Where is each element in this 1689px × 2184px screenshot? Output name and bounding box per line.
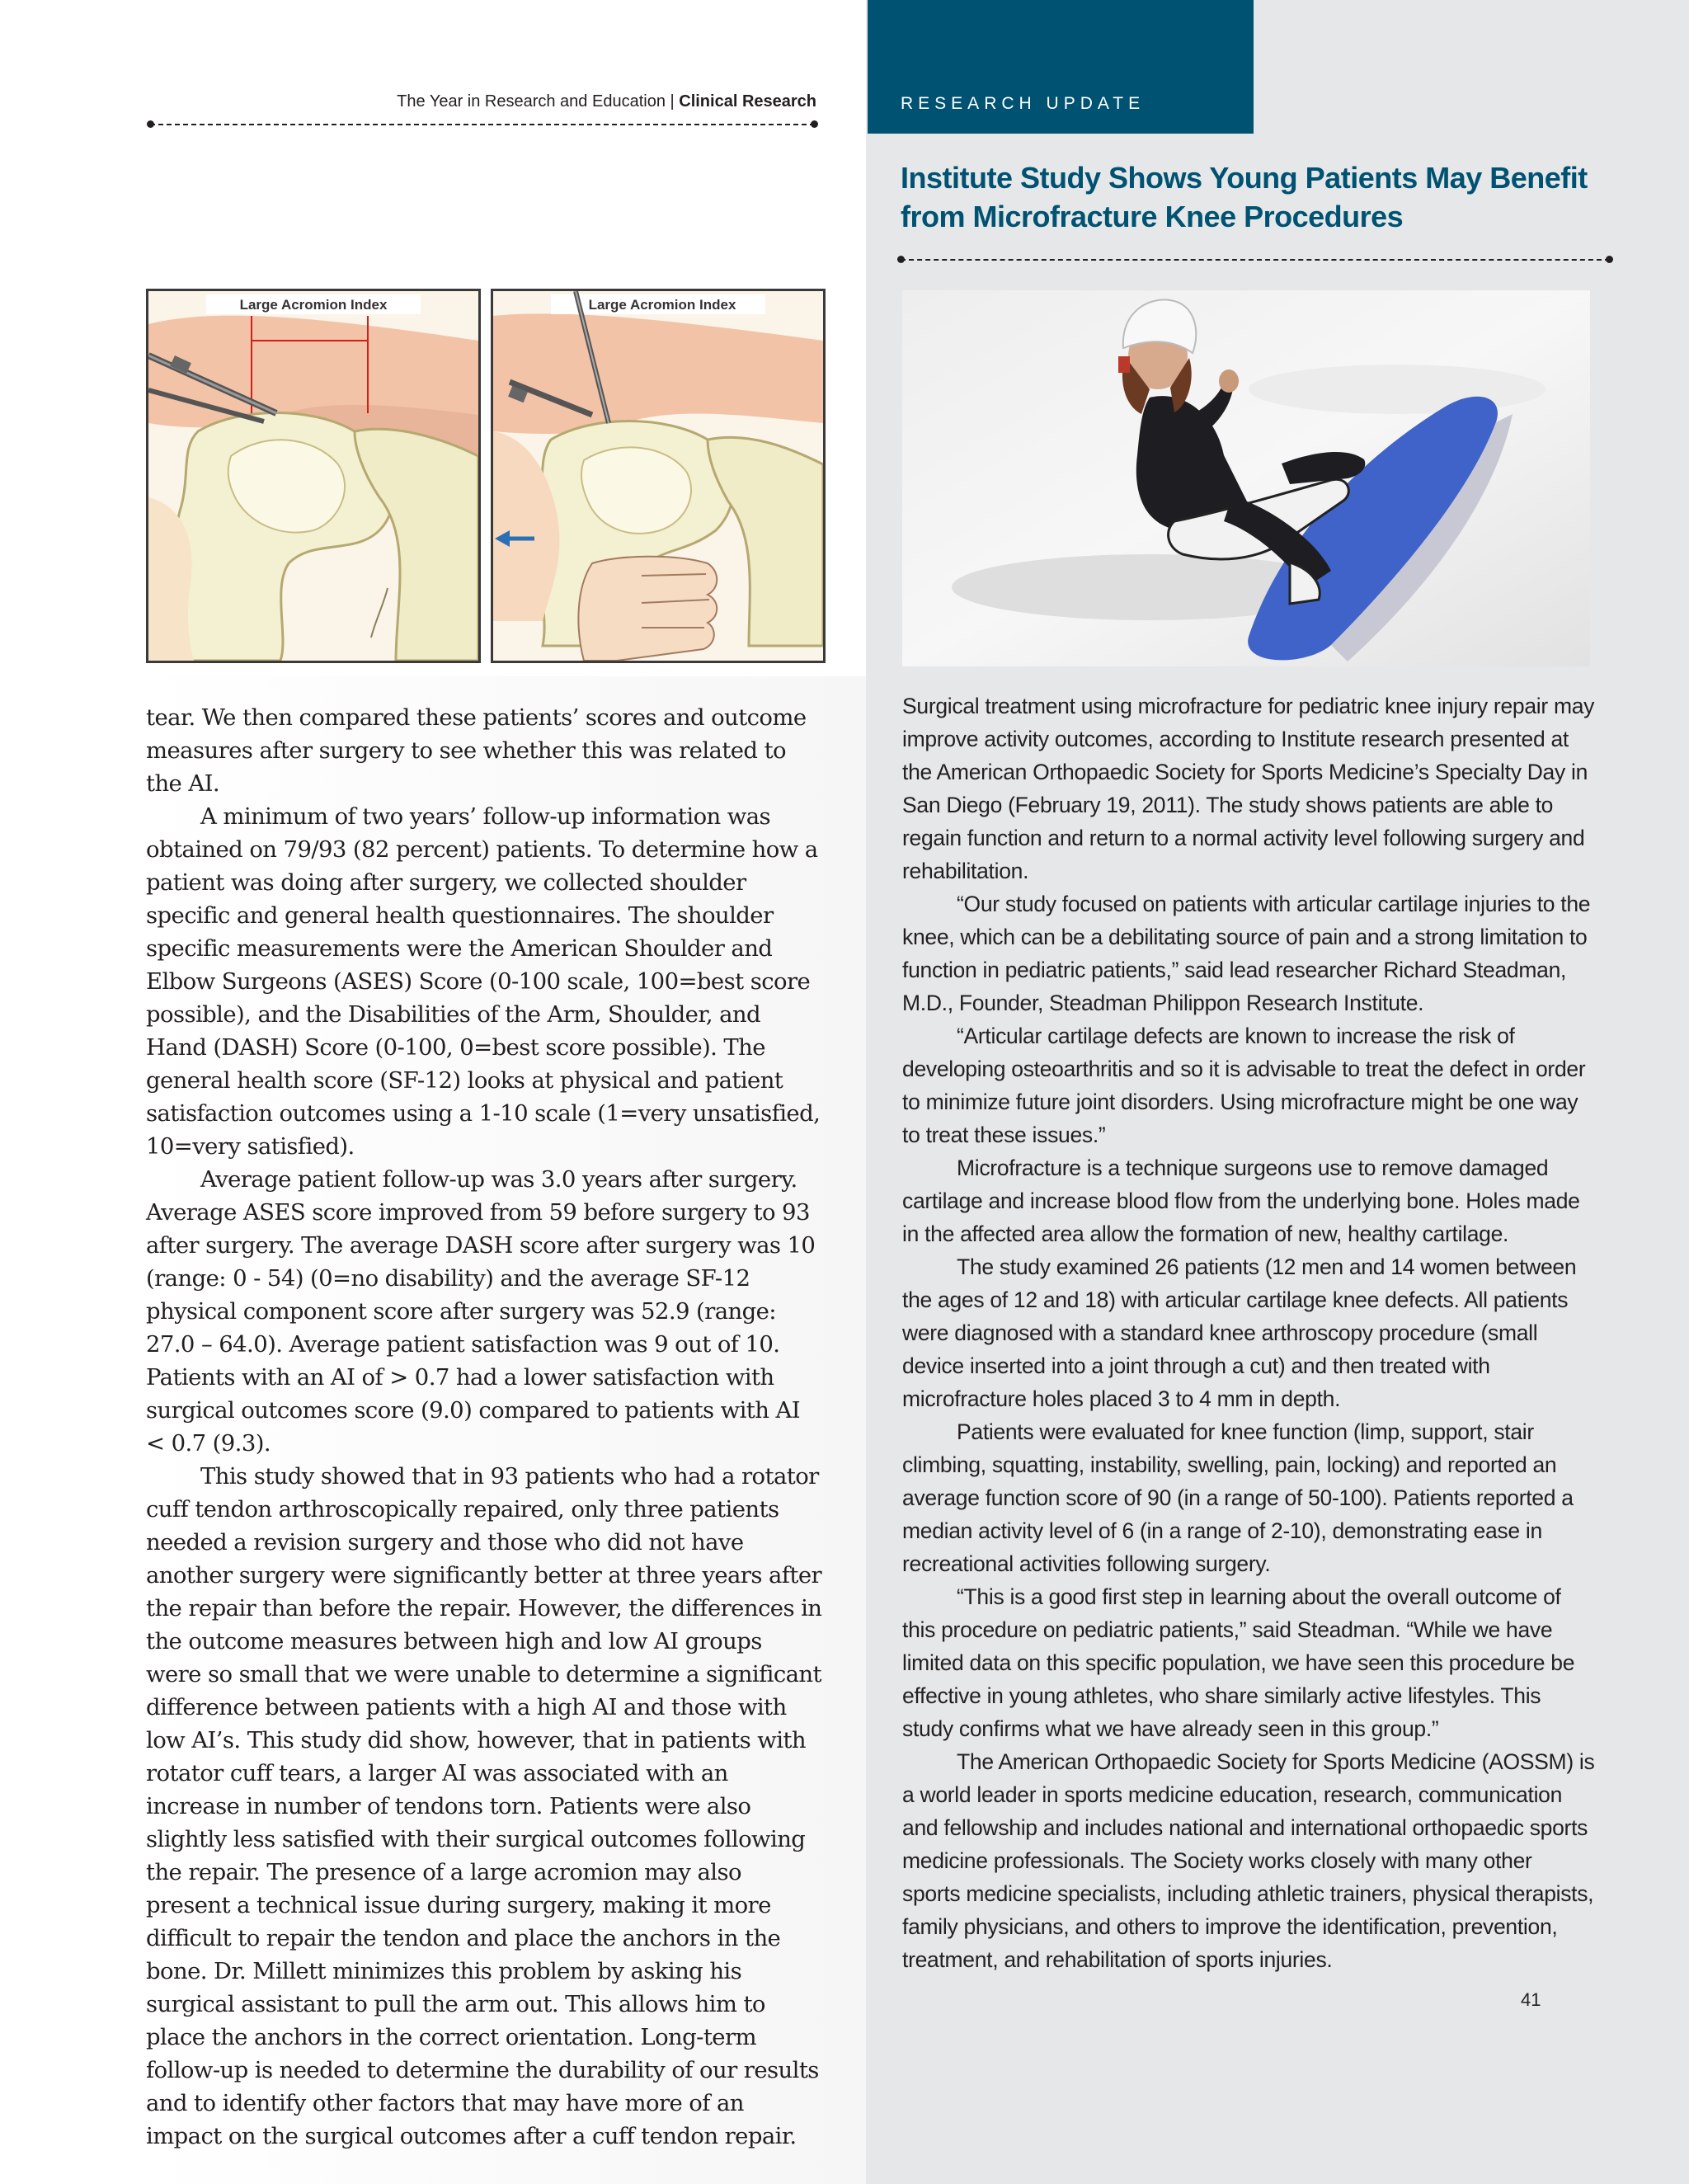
right-paragraph: “Articular cartilage defects are known to increase the risk of developing osteoarthritis and so it is advisable to treat the defect in order to minimize future joint disorders. Using microfracture might be one way to treat these issues.” xyxy=(902,1024,1586,1147)
right-paragraph: Surgical treatment using microfracture for pediatric knee injury repair may improve activity outcomes, according to Institute research presented at the American Orthopaedic Society for Sports Medicine’s Specialty Day in San Diego (February 19, 2011). The study shows patients are able to regain function and return to a normal activity level following surgery and rehabilitation. xyxy=(902,694,1595,883)
left-paragraph: Average patient follow-up was 3.0 years after surgery. Average ASES score improved from 59 before surgery to 93 after surgery. The average DASH score after surgery was 10 (range: 0 - 54) (0=no disability) and the average SF-12 physical component score after surgery was 52.9 (range: 27.0 – 64.0). Average patient satisfaction was 9 out of 10. Patients with an AI of > 0.7 had a lower satisfaction with surgical outcomes score (9.0) compared to patients with AI < 0.7 (9.3). xyxy=(146,1166,816,1457)
left-paragraph: A minimum of two years’ follow-up information was obtained on 79/93 (82 percent) patients. To determine how a patient was doing after surgery, we collected shoulder specific and general health questionnaires. The shoulder specific measurements were the American Shoulder and Elbow Surgeons (ASES) Score (0-100 scale, 100=best score possible), and the Disabilities of the Arm, Shoulder, and Hand (DASH) Score (0-100, 0=best score possible). The general health score (SF-12) looks at physical and patient satisfaction outcomes using a 1-10 scale (1=very unsatisfied, 10=very satisfied). xyxy=(146,803,821,1160)
running-header xyxy=(397,92,816,111)
article-headline: Institute Study Shows Young Patients May Benefit from Microfracture Knee Procedures xyxy=(901,161,1588,233)
right-paragraph: Microfracture is a technique surgeons use to remove damaged cartilage and increase blood flow from the underlying bone. Holes made in the affected area allow the formation of new, healthy cartilage. xyxy=(902,1156,1580,1246)
right-paragraph: The study examined 26 patients (12 men and 14 women between the ages of 12 and 18) with articular cartilage knee defects. All patients were diagnosed with a standard knee arthroscopy procedure (small device inserted into a joint through a cut) and then treated with microfracture holes placed 3 to 4 mm in depth. xyxy=(902,1254,1577,1411)
shoulder-illustration-left xyxy=(146,289,481,663)
shoulder-illustration-right xyxy=(491,289,826,663)
running-title-section: Clinical Research xyxy=(679,92,816,111)
snowboarder-photo xyxy=(902,290,1590,666)
header-divider xyxy=(150,124,815,125)
headline-divider xyxy=(901,259,1610,261)
left-column-text xyxy=(146,701,822,2153)
left-panel-label: Large Acromion Index xyxy=(239,297,388,313)
right-paragraph: “Our study focused on patients with articular cartilage injuries to the knee, which can be a debilitating source of pain and a strong limitation to function in pediatric patients,” said lead researcher Richard Steadman, M.D., Founder, Steadman Philippon Research Institute. xyxy=(902,892,1591,1015)
left-paragraph: tear. We then compared these patients’ scores and outcome measures after surgery to see whether this was related to the AI. xyxy=(146,704,807,797)
page-number: 41 xyxy=(1521,1989,1541,2010)
right-column-text xyxy=(902,690,1595,1976)
right-panel-label: Large Acromion Index xyxy=(588,297,736,313)
right-paragraph: The American Orthopaedic Society for Sports Medicine (AOSSM) is a world leader in sports medicine education, research, communication and fellowship and includes national and international orthopaedic sports medicine professionals. The Society works closely with many other sports medicine specialists, including athletic trainers, physical therapists, family physicians, and others to improve the identification, prevention, treatment, and rehabilitation of sports injuries. xyxy=(902,1749,1595,1972)
running-title: The Year in Research and Education | xyxy=(397,92,680,111)
section-tab xyxy=(868,0,1254,134)
section-tab-label: RESEARCH UPDATE xyxy=(901,94,1146,113)
right-paragraph: Patients were evaluated for knee function (limp, support, stair climbing, squatting, instability, swelling, pain, locking) and reported an average function score of 90 (in a range of 50-100). Patients reported a median activity level of 6 (in a range of 2-10), demonstrating ease in recreational activities following surgery. xyxy=(902,1419,1574,1576)
right-paragraph: “This is a good first step in learning about the overall outcome of this procedure on pediatric patients,” said Steadman. “While we have limited data on this specific population, we have seen this procedure be effective in young athletes, who share similarly active lifestyles. This study confirms what we have already seen in this group.” xyxy=(902,1584,1575,1741)
left-paragraph: This study showed that in 93 patients who had a rotator cuff tendon arthroscopically repaired, only three patients needed a revision surgery and those who did not have another surgery were significantly better at three years after the repair than before the repair. However, the differences in the outcome measures between high and low AI groups were so small that we were unable to determine a significant difference between patients with a high AI and those with low AI’s. This study did show, however, that in patients with rotator cuff tears, a larger AI was associated with an increase in number of tendons torn. Patients were also slightly less satisfied with their surgical outcomes following the repair. The presence of a large acromion may also present a technical issue during surgery, making it more difficult to repair the tendon and place the anchors in the bone. Dr. Millett minimizes this problem by asking his surgical assistant to pull the arm out. This allows him to place the anchors in the correct orientation. Long-term follow-up is needed to determine the durability of our results and to identify other factors that may have more of an impact on the surgical outcomes after a cuff tendon repair. xyxy=(146,1463,822,2149)
